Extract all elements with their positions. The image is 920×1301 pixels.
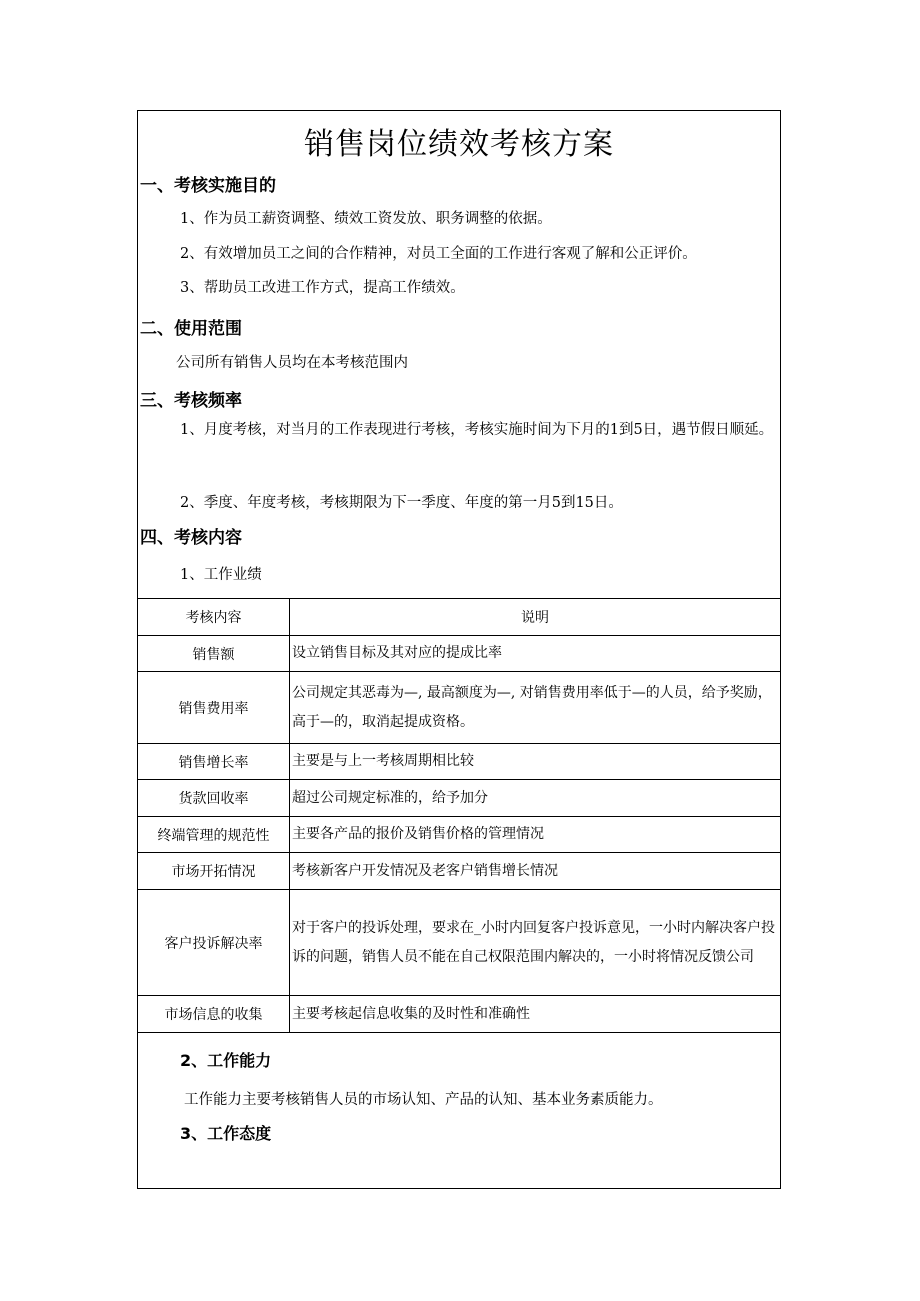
item-name-cell: 终端管理的规范性 [138,817,290,853]
section4-sub3: 3、工作态度 [180,1124,272,1143]
section1-heading: 一、考核实施目的 [140,176,276,196]
section4-sub2-text: 工作能力主要考核销售人员的市场认知、产品的认知、基本业务素质能力。 [184,1092,663,1108]
section2-heading: 二、使用范围 [140,319,242,339]
table-row [138,817,781,853]
section3-item-2: 2、季度、年度考核，考核期限为下一季度、年度的第一月5到15日。 [180,495,623,511]
item-desc-cell: 主要各产品的报价及销售价格的管理情况 [290,817,781,853]
table-row [138,636,781,672]
item-desc-cell: 主要是与上一考核周期相比较 [290,744,781,780]
item-desc-cell: 主要考核起信息收集的及时性和准确性 [290,996,781,1033]
section2-text: 公司所有销售人员均在本考核范围内 [176,355,408,371]
section1-item-2: 2、有效增加员工之间的合作精神，对员工全面的工作进行客观了解和公正评价。 [180,246,697,262]
document-frame [137,110,781,1189]
item-name-cell: 市场开拓情况 [138,853,290,890]
header-cell: 说明 [290,599,781,636]
section1-item-3: 3、帮助员工改进工作方式，提高工作绩效。 [180,280,465,296]
item-name-cell: 销售费用率 [138,672,290,744]
table-row [138,672,781,744]
table-row [138,780,781,817]
page-title: 销售岗位绩效考核方案 [304,127,614,162]
performance-table [137,598,781,1033]
item-desc-cell: 超过公司规定标准的，给予加分 [290,780,781,817]
item-desc-cell: 对于客户的投诉处理，要求在_小时内回复客户投诉意见，一小时内解决客户投诉的问题，销售人员不能在自己权限范围内解决的，一小时将情况反馈公司 [290,890,781,996]
table-header-row [138,599,781,636]
table-row [138,996,781,1033]
section1-item-1: 1、作为员工薪资调整、绩效工资发放、职务调整的依据。 [180,211,552,227]
item-desc-cell: 考核新客户开发情况及老客户销售增长情况 [290,853,781,890]
item-desc-cell: 设立销售目标及其对应的提成比率 [290,636,781,672]
header-cell: 考核内容 [138,599,290,636]
table-row [138,744,781,780]
item-name-cell: 货款回收率 [138,780,290,817]
item-name-cell: 销售增长率 [138,744,290,780]
item-name-cell: 市场信息的收集 [138,996,290,1033]
section4-sub2: 2、工作能力 [180,1051,272,1070]
table-row [138,890,781,996]
section4-heading: 四、考核内容 [140,528,242,548]
item-name-cell: 销售额 [138,636,290,672]
item-name-cell: 客户投诉解决率 [138,890,290,996]
item-desc-cell: 公司规定其恶毒为—, 最高额度为—, 对销售费用率低于—的人员，给予奖励，高于—的，取消起提成资格。 [290,672,781,744]
section4-sub1: 1、工作业绩 [180,567,262,583]
section3-item-1: 1、月度考核，对当月的工作表现进行考核，考核实施时间为下月的1到5日，遇节假日顺延。 [180,422,774,438]
section3-heading: 三、考核频率 [140,391,242,411]
table-row [138,853,781,890]
